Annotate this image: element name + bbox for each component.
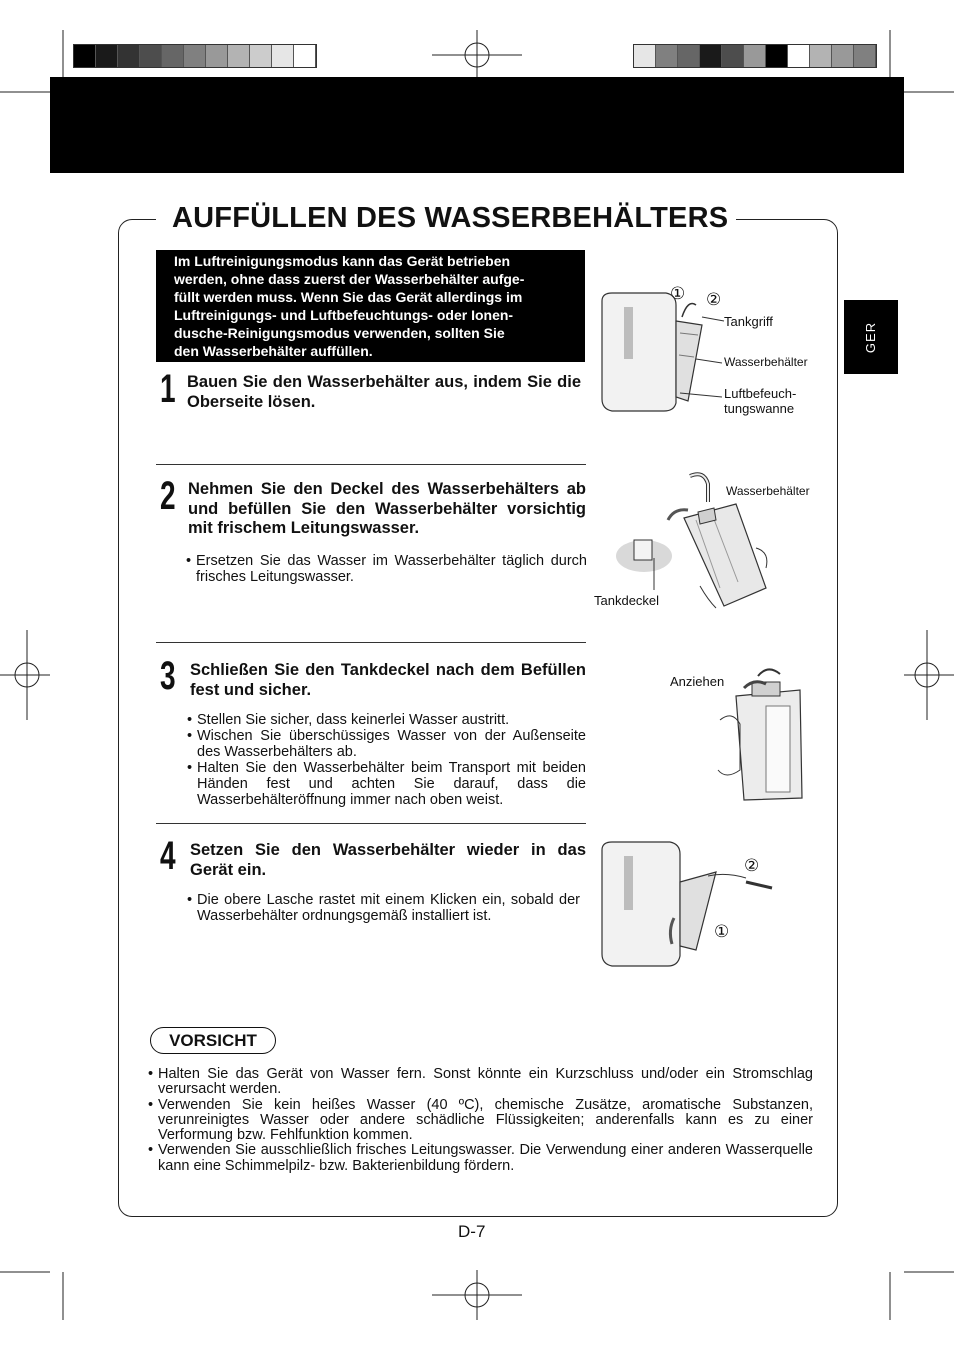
label-anziehen: Anziehen [670, 674, 725, 689]
step-number: 1 [160, 367, 176, 411]
bullet-item: • Ersetzen Sie das Wasser im Wasserbehälter täglich durch frisches Leitungswasser. [186, 553, 587, 585]
figure-marker: ② [706, 290, 722, 309]
label-tankdeckel: Tankdeckel [594, 593, 660, 608]
divider [156, 642, 586, 643]
language-tab-label: GER [863, 321, 879, 353]
intro-line: den Wasserbehälter auffüllen. [174, 343, 373, 359]
step-bullets [187, 892, 580, 924]
language-tab [844, 300, 898, 374]
label-luftbefeuchtungswanne-2: tungswanne [724, 401, 795, 416]
intro-box [156, 250, 585, 362]
step-heading: Schließen Sie den Tankdeckel nach dem Befüllen fest und sicher. [190, 661, 586, 699]
step-number: 2 [160, 474, 176, 518]
step-bullets [186, 553, 587, 585]
step-bullets [187, 712, 586, 808]
bullet-item: • Halten Sie den Wasserbehälter beim Transport mit beiden Händen fest und achten Sie darauf, dass die Wasserbehälteröffnung immer nach oben weist. [187, 760, 586, 808]
label-wasserbehaelter: Wasserbehälter [724, 355, 808, 369]
page-title: AUFFÜLLEN DES WASSERBEHÄLTERS [172, 202, 729, 234]
figure-marker: ① [714, 922, 730, 941]
figure-close-cap [714, 660, 814, 806]
label-tankgriff: Tankgriff [724, 314, 773, 329]
step-heading: Bauen Sie den Wasserbehälter aus, indem Sie die Oberseite lösen. [187, 373, 581, 411]
divider [156, 823, 586, 824]
step-number: 3 [160, 654, 176, 698]
divider [156, 464, 586, 465]
bullet-item: • Die obere Lasche rastet mit einem Klicken ein, sobald der Wasserbehälter ordnungsgemäß installiert ist. [187, 892, 580, 924]
label-luftbefeuchtungswanne-1: Luftbefeuch- [724, 386, 797, 401]
intro-line: füllt werden muss. Wenn Sie das Gerät allerdings im [174, 289, 523, 305]
intro-line: Luftreinigungs- und Luftbefeuchtungs- oder Ionen- [174, 307, 514, 323]
step-heading: Nehmen Sie den Deckel des Wasserbehälters ab und befüllen Sie den Wasserbehälter vorsichtig mit frischem Leitungswasser. [188, 480, 586, 537]
step-number: 4 [160, 834, 176, 878]
caution-item: • Verwenden Sie kein heißes Wasser (40 ºC), chemische Zusätze, aromatische Substanzen, verunreinigtes Wasser oder andere schädliche Flüssigkeiten; anderenfalls kann es zu einer Verformung bzw. Fehlfunktion kommen. [148, 1098, 813, 1144]
intro-line: dusche-Reinigungsmodus verwenden, sollten Sie [174, 325, 505, 341]
figure-marker: ② [744, 856, 760, 875]
step-heading: Setzen Sie den Wasserbehälter wieder in das Gerät ein. [190, 841, 586, 879]
header-band [50, 77, 904, 173]
bullet-item: • Stellen Sie sicher, dass keinerlei Wasser austritt. [187, 712, 586, 728]
bullet-item: • Wischen Sie überschüssiges Wasser von der Außenseite des Wasserbehälters ab. [187, 728, 586, 760]
intro-line: Im Luftreinigungsmodus kann das Gerät betrieben [174, 253, 511, 269]
caution-item: • Verwenden Sie ausschließlich frisches Leitungswasser. Die Verwendung einer anderen Wasserquelle kann eine Schimmelpilz- bzw. Bakterienbildung fördern. [148, 1143, 813, 1174]
caution-label: VORSICHT [150, 1027, 276, 1054]
page-number: D-7 [458, 1222, 486, 1241]
intro-line: werden, ohne dass zuerst der Wasserbehälter aufge- [174, 271, 525, 287]
caution-bullets [148, 1067, 813, 1174]
caution-item: • Halten Sie das Gerät von Wasser fern. Sonst könnte ein Kurzschluss und/oder ein Stromschlag verursacht werden. [148, 1067, 813, 1098]
label-wasserbehaelter: Wasserbehälter [726, 484, 810, 498]
figure-marker: ① [670, 284, 686, 303]
